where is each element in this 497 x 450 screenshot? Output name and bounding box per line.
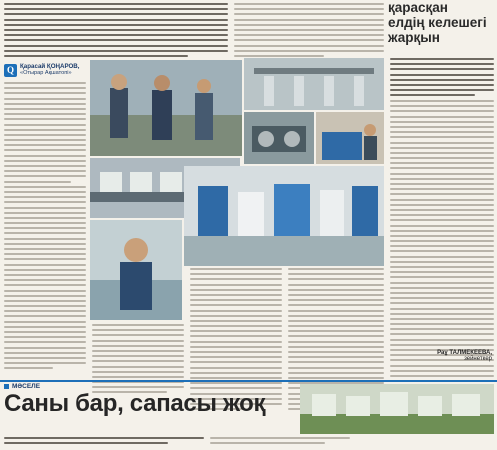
quote-icon: Q [4, 64, 17, 77]
photo-operator [90, 220, 182, 320]
signature-name: Раұ ТАЛМЕКЕЕВА, [437, 350, 492, 356]
section-rubric: МӘСЕЛЕ [4, 383, 40, 390]
section-divider [0, 380, 497, 382]
byline-place: «Отырар Ақшатопі» [20, 70, 72, 76]
photo-workers [90, 60, 242, 156]
photo-machinery [244, 112, 314, 164]
signature [388, 350, 492, 362]
photo-factory-top [244, 58, 384, 110]
rubric-square-icon [4, 384, 9, 389]
article-headline: қарасқан елдің келешегі жарқын [388, 0, 497, 56]
section-headline: Саны бар, сапасы жоқ [4, 390, 266, 417]
photo-warehouse [184, 166, 384, 266]
section-lead [4, 437, 204, 447]
column-right-lead [390, 58, 494, 100]
column-left [4, 82, 86, 373]
column-right [390, 100, 494, 411]
byline-name: Қарасай ҚОҢАРОВ, [20, 63, 80, 70]
section-lead-col2 [210, 437, 350, 447]
column-top-middle [234, 3, 384, 60]
photo-greenhouse [300, 384, 494, 434]
intro-paragraph [4, 3, 228, 60]
photo-worker-machine [316, 112, 384, 164]
signature-role: зейнеткер [464, 356, 492, 362]
column-center-1 [92, 324, 184, 397]
